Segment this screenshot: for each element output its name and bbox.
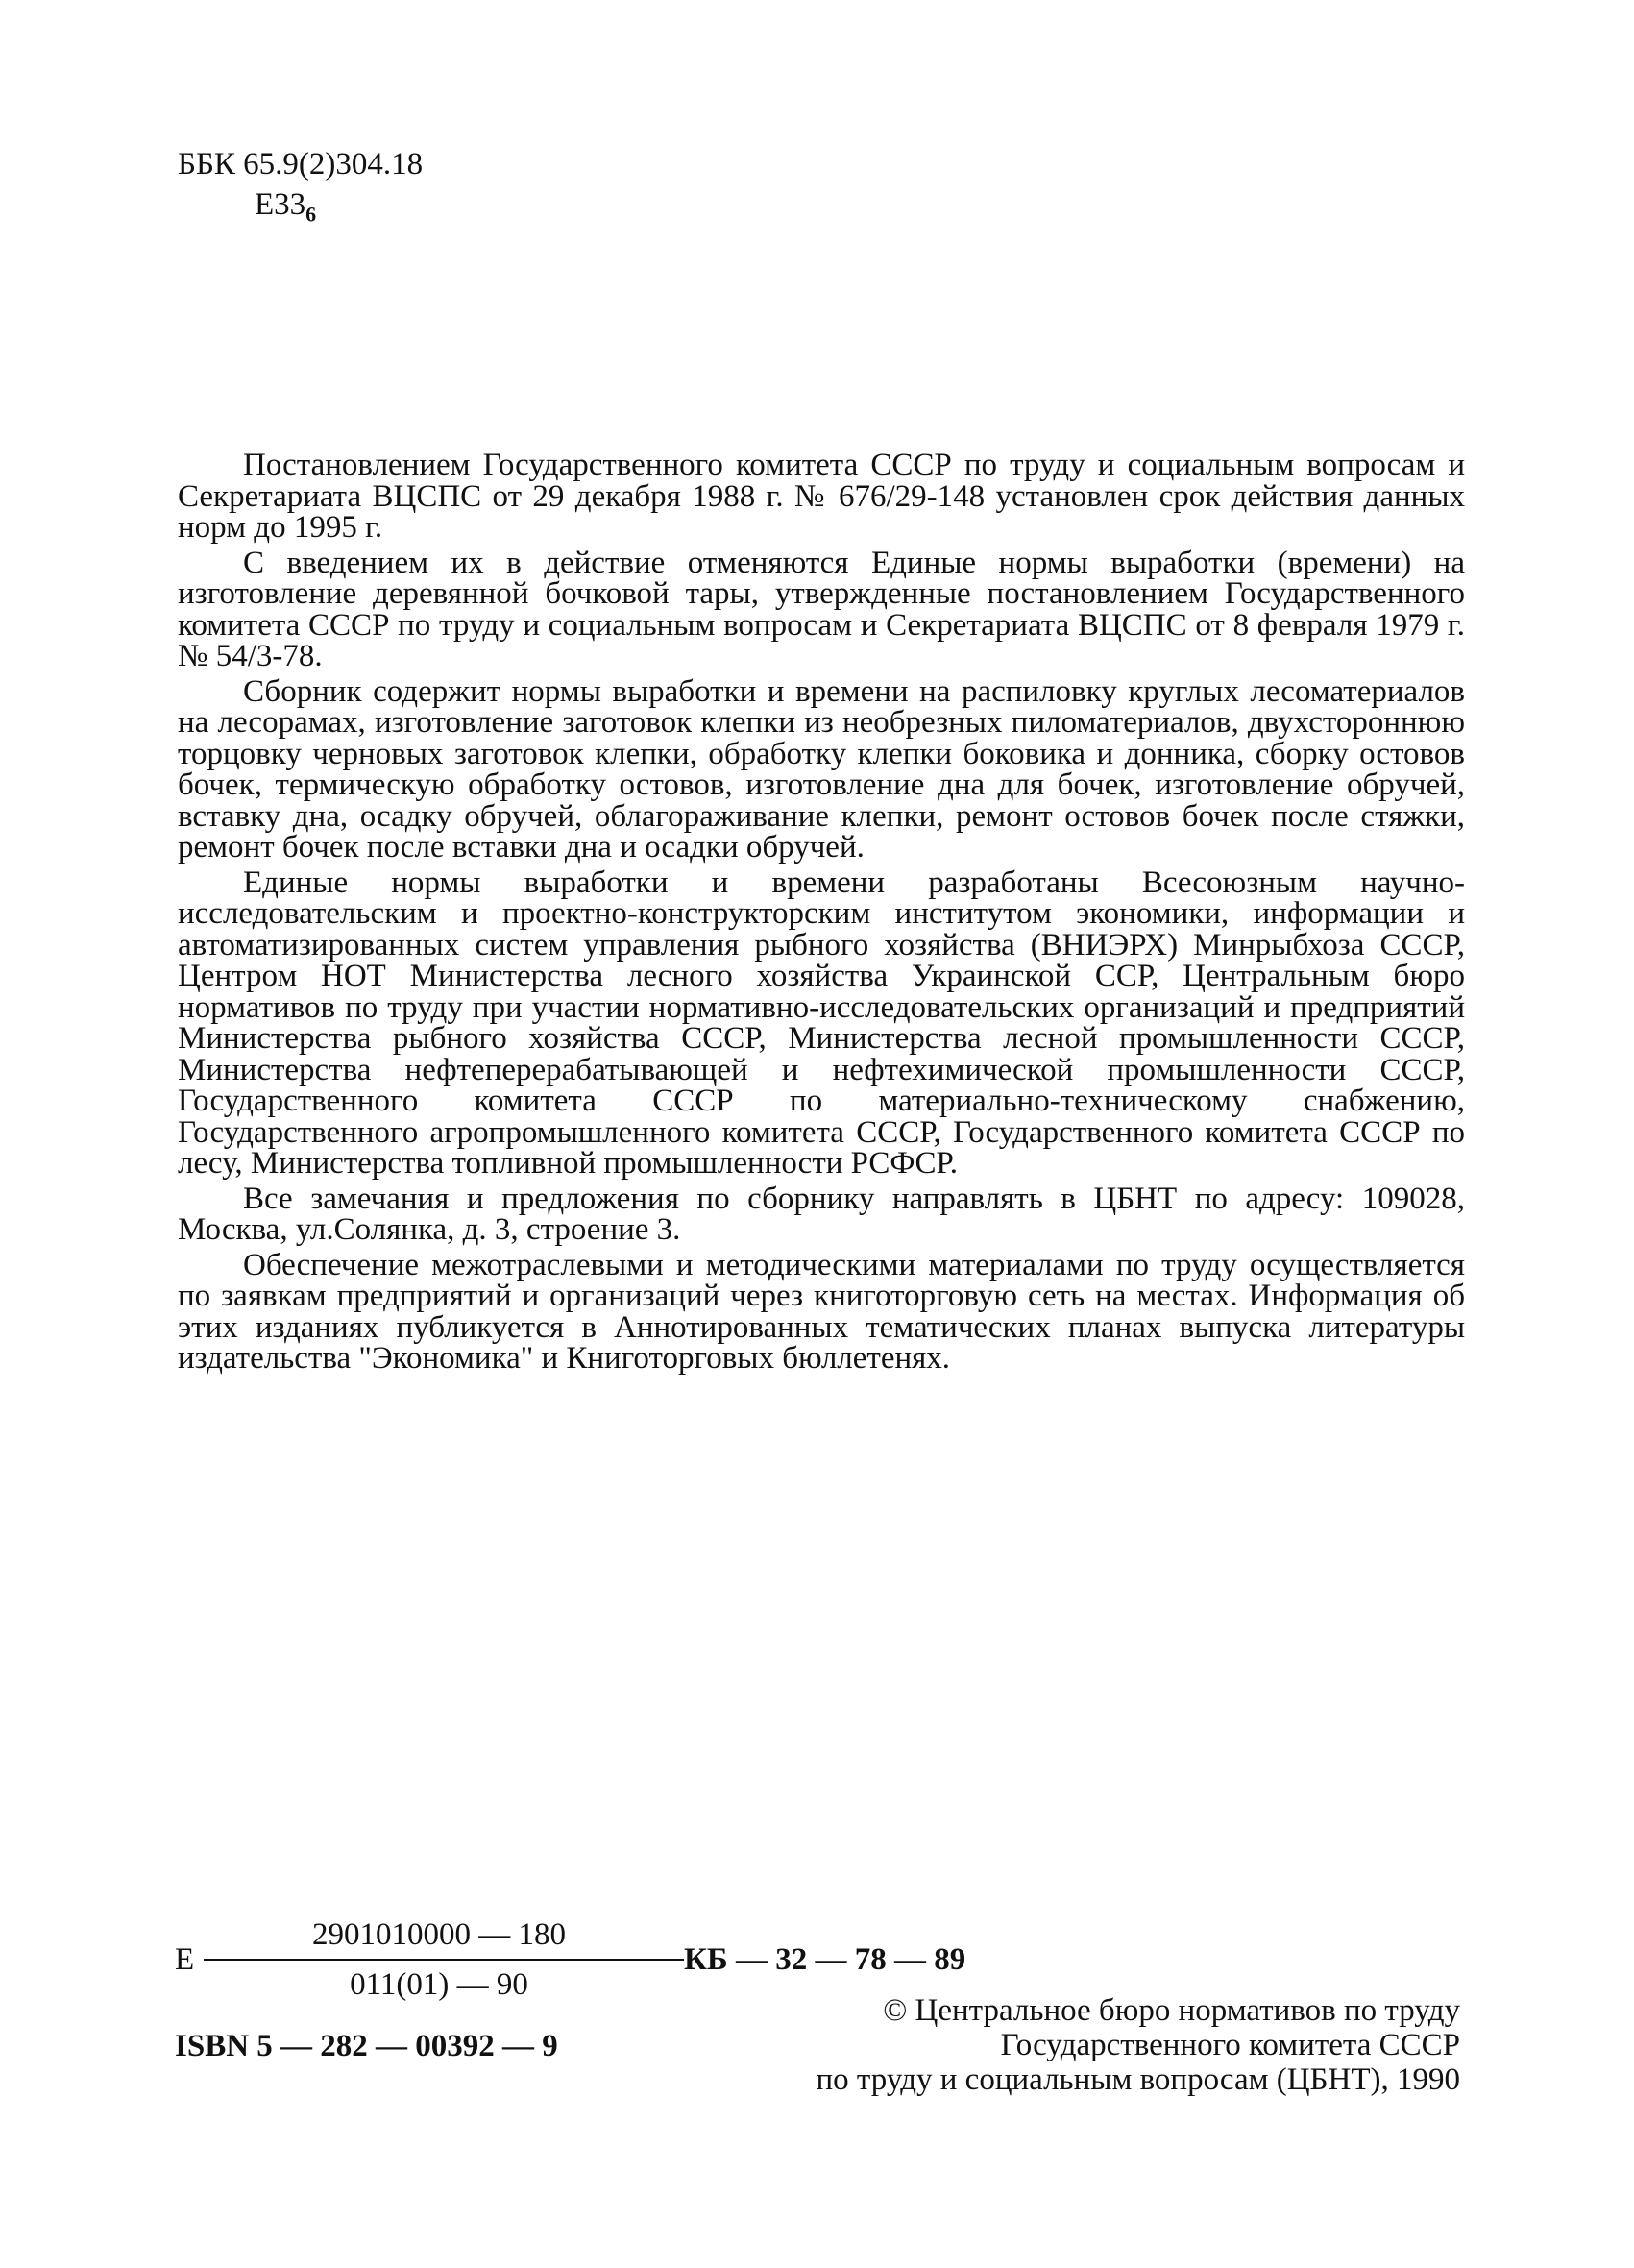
index-code — [178, 184, 423, 235]
paragraph-replacement: С введением их в действие отменяются Единые нормы выработки (времени) на изготовление деревянной бочковой тары, утвержденные постановлением Государственного комитета СССР по труду и социальным вопросам и Секретариата ВЦСПС от 8 февраля 1979 г. № 54/3-78. — [178, 545, 1465, 673]
copyright-block — [730, 1993, 1460, 2097]
body-text — [178, 450, 1465, 1378]
index-mark: 6 — [305, 202, 317, 227]
publication-code — [175, 1916, 966, 2005]
copyright-line-1: © Центральное бюро нормативов по труду — [883, 1993, 1460, 2028]
publication-info — [175, 1916, 966, 2063]
code-prefix: Е — [175, 1942, 195, 1977]
isbn: ISBN 5 — 282 — 00392 — 9 — [175, 2029, 558, 2063]
copyright-line-2: Государственного комитета СССР — [1000, 2028, 1460, 2062]
paragraph-contents: Сборник содержит нормы выработки и времени на распиловку круглых лесоматериалов на лесорамах, изготовление заготовок клепки из необрезных пиломатериалов, двухстороннюю торцовку черновых заготовок клепки, обработку клепки боковика и донника, сборку остовов бочек, термическую обработку остовов, изготовление дна для бочек, изготовление обручей, вставку дна, осадку обручей, облагораживание клепки, ремонт остовов бочек после стяжки, ремонт бочек после вставки дна и осадки обручей. — [178, 673, 1465, 865]
paragraph-distribution: Обеспечение межотраслевыми и методическими материалами по труду осуществляется по заявкам предприятий и организаций через книготорговую сеть на местах. Информация об этих изданиях публикуется в Аннотированных тематических планах выпуска литературы издательства "Экономика" и Книготорговых бюллетенях. — [178, 1247, 1465, 1376]
copyright-line-3: по труду и социальным вопросам (ЦБНТ), 1990 — [816, 2062, 1460, 2097]
code-denominator: 011(01) — 90 — [350, 1967, 528, 2002]
code-suffix: КБ — 32 — 78 — 89 — [684, 1942, 966, 1977]
paragraph-developers: Единые нормы выработки и времени разработаны Всесоюзным научно-исследовательским и проектно-конструкторским институтом экономики, информации и автоматизированных систем управления рыбного хозяйства (ВНИЭРХ) Минрыбхоза СССР, Центром НОТ Министерства лесного хозяйства Украинской ССР, Центральным бюро нормативов по труду при участии нормативно-исследовательских организаций и предприятий Министерства рыбного хозяйства СССР, Министерства лесной промышленности СССР, Министерства нефтеперерабатывающей и нефтехимической промышленности СССР, Государственного комитета СССР по материально-техническому снабжению, Государственного агропромышленного комитета СССР, Государственного комитета СССР по лесу, Министерства топливной промышленности РСФСР. — [178, 865, 1465, 1181]
paragraph-address: Все замечания и предложения по сборнику направлять в ЦБНТ по адресу: 109028, Москва, ул.Солянка, д. 3, строение 3. — [178, 1181, 1465, 1247]
code-numerator: 2901010000 — 180 — [312, 1917, 566, 1952]
paragraph-validity: Постановлением Государственного комитета СССР по труду и социальным вопросам и Секретариата ВЦСПС от 29 декабря 1988 г. № 676/29-148 установлен срок действия данных норм до 1995 г. — [178, 448, 1465, 545]
classification-block — [178, 144, 423, 235]
bbk-code: ББК 65.9(2)304.18 — [178, 147, 424, 182]
index-code-text: Е33 — [255, 187, 306, 222]
fraction-line — [204, 1959, 684, 1961]
